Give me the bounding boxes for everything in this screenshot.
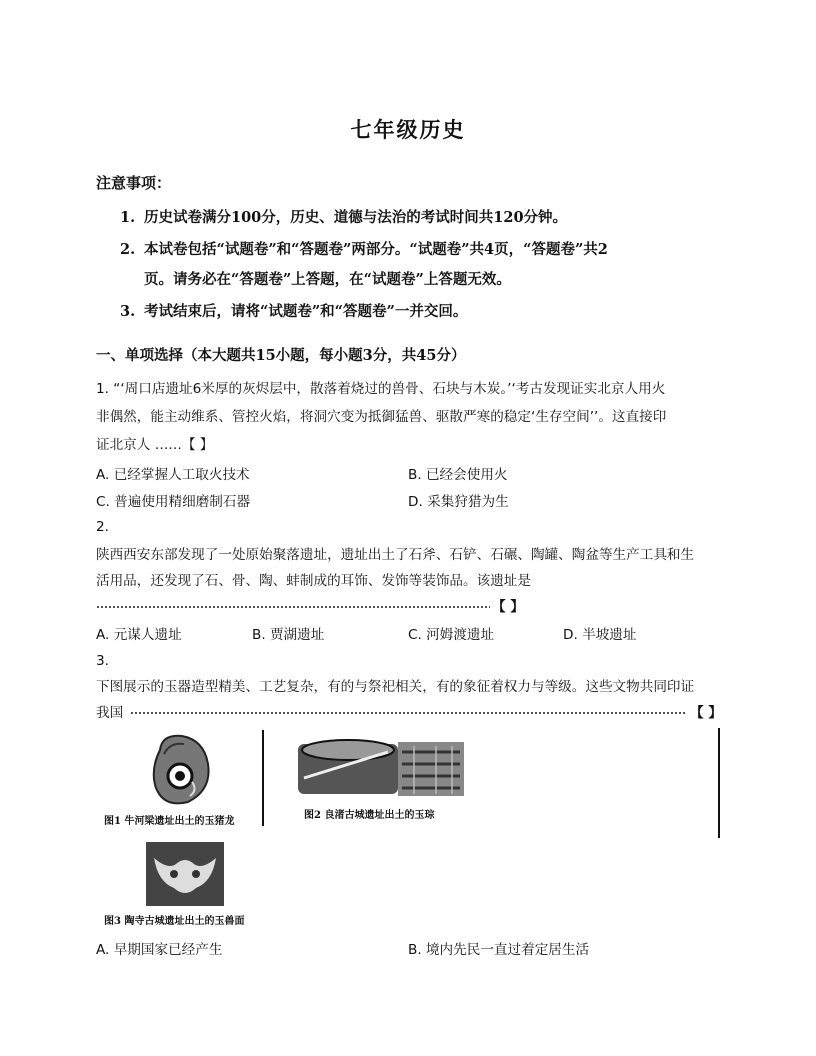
notice-item-2 bbox=[120, 238, 608, 259]
figure-1-image bbox=[142, 730, 222, 810]
question-2-line-1: 陕西西安东部发现了一处原始聚落遗址，遗址出土了石斧、石铲、石碾、陶罐、陶盆等生产工具和生 bbox=[96, 547, 695, 563]
question-1-option-d: D. 采集狩猎为生 bbox=[408, 494, 509, 510]
question-3-option-b: B. 境内先民一直过着定居生活 bbox=[408, 942, 590, 958]
question-3-answer-bracket: 【 】 bbox=[690, 705, 722, 721]
question-3-line-1: 下图展示的玉器造型精美、工艺复杂，有的与祭祀相关，有的象征着权力与等级。这些文物共同印证 bbox=[96, 679, 695, 695]
question-2-option-b: B. 贾湖遗址 bbox=[252, 627, 325, 643]
notice-item-number: 3. bbox=[120, 303, 136, 320]
notice-item-number: 1. bbox=[120, 209, 136, 226]
notice-item-text: 历史试卷满分100分，历史、道德与法治的考试时间共120分钟。 bbox=[144, 209, 568, 226]
notice-item-1 bbox=[120, 206, 567, 227]
figure-2-image bbox=[298, 738, 466, 800]
section-heading: 一、单项选择（本大题共15小题，每小题3分，共45分） bbox=[96, 347, 466, 364]
question-2-leader-dots bbox=[96, 606, 490, 608]
figure-3-image bbox=[146, 842, 224, 906]
notice-item-3 bbox=[120, 300, 467, 321]
question-2-answer-bracket: 【 】 bbox=[492, 599, 524, 615]
notice-item-2-cont: 页。请务必在“答题卷”上答题，在“试题卷”上答题无效。 bbox=[144, 271, 511, 288]
notice-heading: 注意事项： bbox=[96, 174, 172, 192]
notice-item-text: 考试结束后，请将“试题卷”和“答题卷”一并交回。 bbox=[144, 303, 468, 320]
question-1-option-c: C. 普遍使用精细磨制石器 bbox=[96, 494, 251, 510]
page-title: 七年级历史 bbox=[350, 117, 466, 142]
question-1-line-3: 证北京人 ……【 】 bbox=[96, 437, 214, 453]
notice-item-number: 2. bbox=[120, 241, 136, 258]
notice-item-text: 本试卷包括“试题卷”和“答题卷”两部分。“试题卷”共4页，“答题卷”共2 bbox=[144, 241, 608, 258]
question-1-option-a: A. 已经掌握人工取火技术 bbox=[96, 467, 250, 483]
question-3-number: 3. bbox=[96, 653, 109, 669]
figure-3-caption: 图3 陶寺古城遗址出土的玉兽面 bbox=[104, 916, 245, 927]
question-3-option-a: A. 早期国家已经产生 bbox=[96, 942, 223, 958]
question-1-line-1: 1. “‘周口店遗址6米厚的灰烬层中，散落着烧过的兽骨、石块与木炭。’‘考古发现证实北京人用火 bbox=[96, 381, 666, 397]
question-3-line-2: 我国 bbox=[96, 705, 124, 721]
question-2-option-c: C. 河姆渡遗址 bbox=[408, 627, 495, 643]
page-right-rule bbox=[718, 728, 720, 838]
question-2-option-a: A. 元谋人遗址 bbox=[96, 627, 182, 643]
figure-divider bbox=[262, 730, 264, 826]
question-1-line-2: 非偶然，能主动维系、管控火焰，将洞穴变为抵御猛兽、驱散严寒的稳定‘生存空间’’。这直接印 bbox=[96, 409, 667, 425]
question-2-number: 2. bbox=[96, 519, 109, 535]
question-2-option-d: D. 半坡遗址 bbox=[563, 627, 637, 643]
figure-1-caption: 图1 牛河梁遗址出土的玉猪龙 bbox=[104, 816, 235, 827]
question-3-leader-dots bbox=[130, 712, 685, 714]
question-2-line-2: 活用品，还发现了石、骨、陶、蚌制成的耳饰、发饰等装饰品。该遗址是 bbox=[96, 573, 531, 589]
figure-2-caption: 图2 良渚古城遗址出土的玉琮 bbox=[304, 810, 435, 821]
question-1-option-b: B. 已经会使用火 bbox=[408, 467, 508, 483]
